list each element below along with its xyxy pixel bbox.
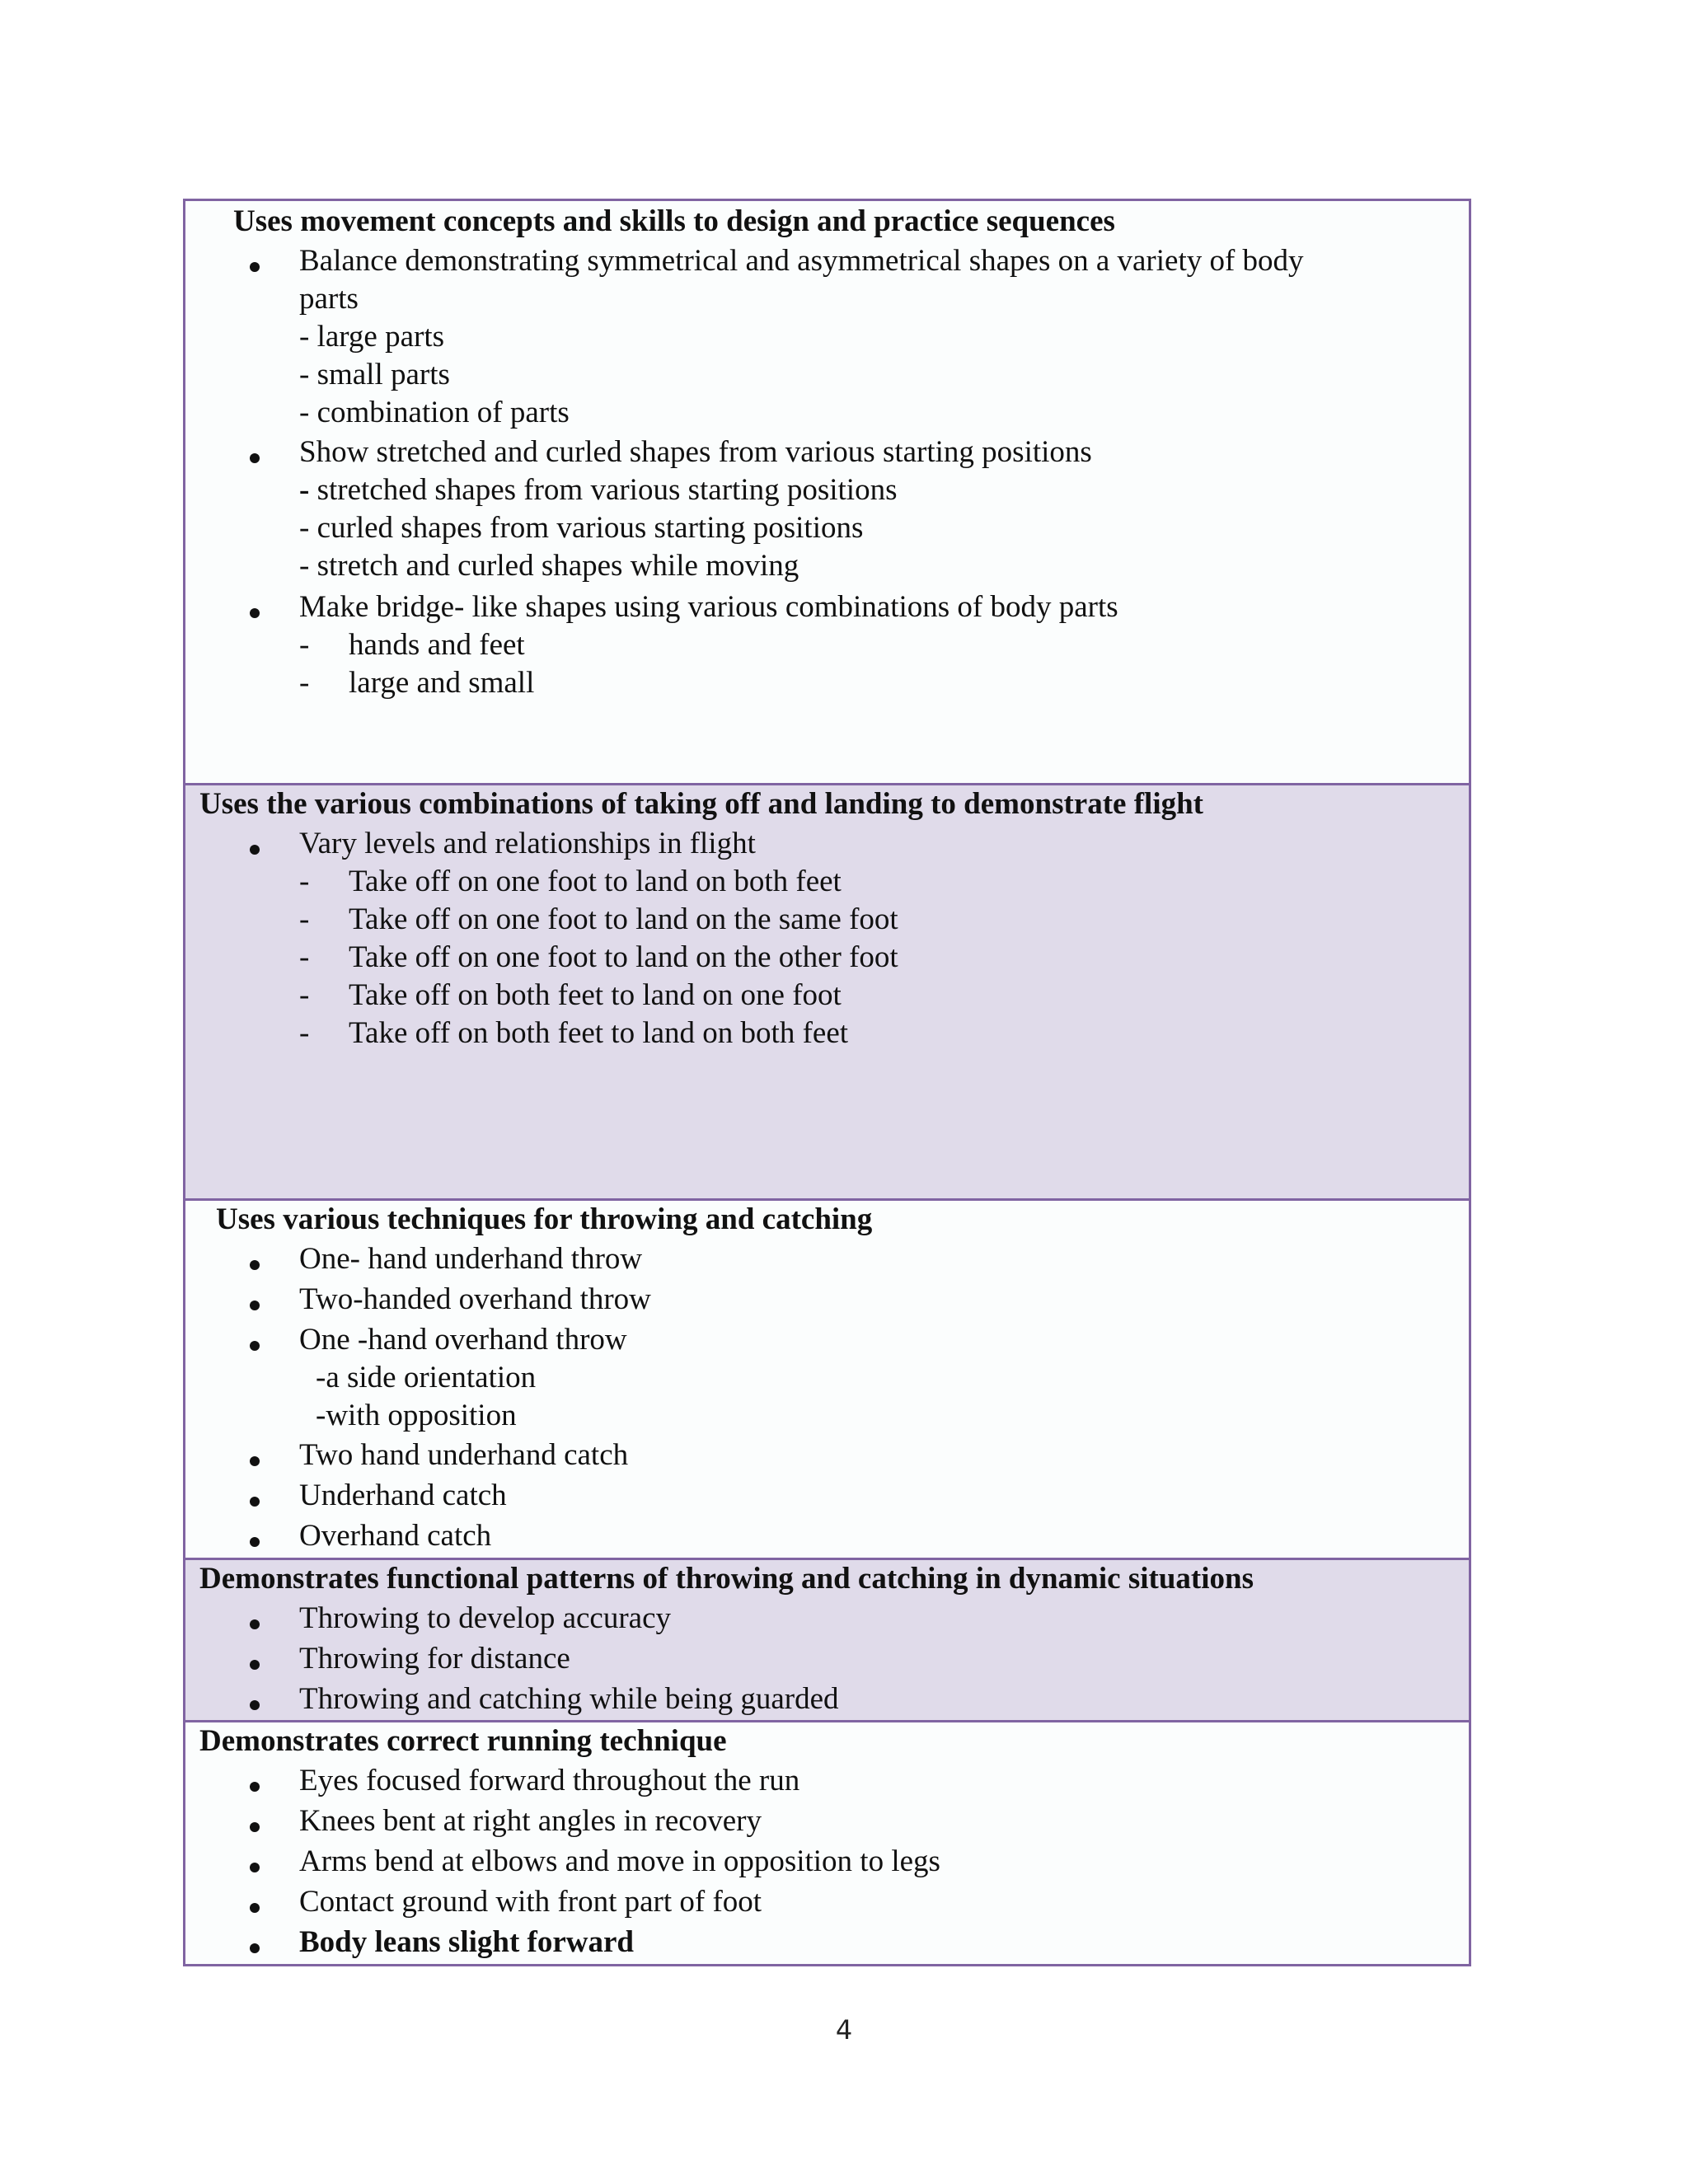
bullet-icon xyxy=(250,453,260,463)
bullet-icon xyxy=(250,1456,260,1466)
row-heading: Uses the various combinations of taking off and landing to demonstrate flight xyxy=(199,787,1204,821)
list-item: Show stretched and curled shapes from various starting positions xyxy=(299,435,1092,469)
bullet-icon xyxy=(250,1341,260,1351)
sub-item-dash: - xyxy=(299,473,310,507)
list-item: One- hand underhand throw xyxy=(299,1242,643,1276)
list-item: Throwing and catching while being guarded xyxy=(299,1682,839,1716)
sub-item: Take off on one foot to land on both feet xyxy=(349,865,842,898)
sub-item: - combination of parts xyxy=(299,396,570,429)
bullet-icon xyxy=(250,608,260,618)
sub-item: -with opposition xyxy=(316,1399,517,1432)
list-item: Underhand catch xyxy=(299,1479,507,1512)
bullet-icon xyxy=(250,1903,260,1913)
sub-item: hands and feet xyxy=(349,628,525,662)
sub-item: Take off on one foot to land on the same foot xyxy=(349,902,898,936)
row-heading: Demonstrates correct running technique xyxy=(199,1724,727,1758)
list-item: Arms bend at elbows and move in opposition to legs xyxy=(299,1844,940,1878)
table-row-movement-sequences xyxy=(185,201,1469,783)
sub-item: - curled shapes from various starting positions xyxy=(299,511,864,545)
dash-marker: - xyxy=(299,940,310,974)
row-heading: Demonstrates functional patterns of throwing and catching in dynamic situations xyxy=(199,1562,1254,1596)
bullet-icon xyxy=(250,1943,260,1953)
sub-item: Take off on one foot to land on the other foot xyxy=(349,940,898,974)
dash-marker: - xyxy=(299,902,310,936)
bullet-icon xyxy=(250,1619,260,1629)
list-item: Two hand underhand catch xyxy=(299,1438,629,1472)
list-item: Knees bent at right angles in recovery xyxy=(299,1804,762,1838)
dash-marker: - xyxy=(299,1016,310,1050)
bullet-icon xyxy=(250,1537,260,1547)
list-item: Throwing for distance xyxy=(299,1642,570,1675)
list-item: Make bridge- like shapes using various combinations of body parts xyxy=(299,590,1118,624)
table-row-flight xyxy=(185,783,1469,1198)
table-row-running-technique xyxy=(185,1720,1469,1964)
list-item: Contact ground with front part of foot xyxy=(299,1885,762,1919)
page-number: 4 xyxy=(835,2014,853,2046)
bullet-icon xyxy=(250,1660,260,1670)
row-heading: Uses various techniques for throwing and catching xyxy=(216,1202,873,1236)
bullet-icon xyxy=(250,1260,260,1270)
sub-item: large and small xyxy=(349,666,535,700)
bullet-icon xyxy=(250,1822,260,1832)
list-item: Overhand catch xyxy=(299,1519,492,1553)
dash-marker: - xyxy=(299,666,310,700)
bullet-icon xyxy=(250,262,260,272)
sub-item: -a side orientation xyxy=(316,1361,537,1394)
bullet-icon xyxy=(250,1700,260,1710)
sub-item xyxy=(299,471,897,509)
bullet-icon xyxy=(250,1301,260,1310)
bullet-icon xyxy=(250,1782,260,1792)
sub-item: - stretch and curled shapes while moving xyxy=(299,549,799,583)
sub-item-text: stretched shapes from various starting positions xyxy=(309,473,898,507)
table-row-throwing-catching xyxy=(185,1198,1469,1558)
list-item: Balance demonstrating symmetrical and asymmetrical shapes on a variety of body xyxy=(299,244,1304,278)
bullet-icon xyxy=(250,1497,260,1507)
list-item: Eyes focused forward throughout the run xyxy=(299,1764,800,1797)
list-item: One -hand overhand throw xyxy=(299,1323,627,1357)
table-row-dynamic-situations xyxy=(185,1558,1469,1720)
row-heading: Uses movement concepts and skills to design and practice sequences xyxy=(233,204,1115,238)
bullet-icon xyxy=(250,1863,260,1872)
sub-item: Take off on both feet to land on both feet xyxy=(349,1016,849,1050)
list-item: Body leans slight forward xyxy=(299,1925,635,1959)
sub-item: - large parts xyxy=(299,320,445,354)
curriculum-table xyxy=(183,199,1471,1966)
list-item: Vary levels and relationships in flight xyxy=(299,827,756,860)
dash-marker: - xyxy=(299,978,310,1012)
dash-marker: - xyxy=(299,865,310,898)
list-item: Throwing to develop accuracy xyxy=(299,1601,672,1635)
sub-item: - small parts xyxy=(299,358,450,391)
list-item-continuation: parts xyxy=(299,282,359,316)
list-item: Two-handed overhand throw xyxy=(299,1282,651,1316)
sub-item: Take off on both feet to land on one foot xyxy=(349,978,842,1012)
dash-marker: - xyxy=(299,628,310,662)
bullet-icon xyxy=(250,845,260,855)
